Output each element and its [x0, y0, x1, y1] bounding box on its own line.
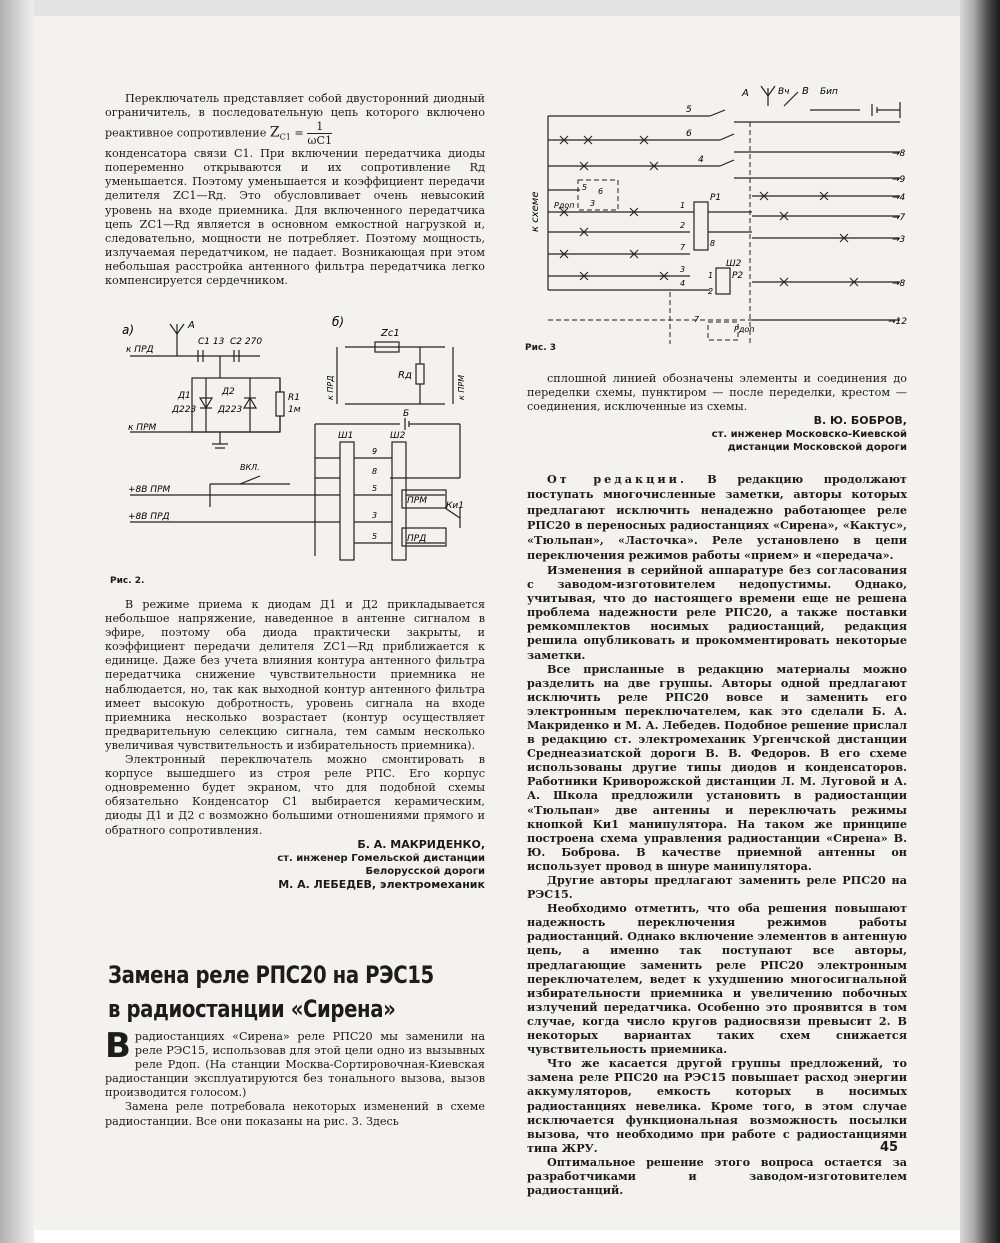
article-headline — [108, 958, 498, 1026]
scan-right-edge — [960, 0, 1000, 1243]
fig2-label-rd: Rд — [398, 370, 412, 381]
fig3-label-outb: →8 — [892, 279, 906, 289]
drop-cap: В — [105, 1026, 131, 1066]
fig3-label-n6: 6 — [686, 129, 692, 139]
fig2-label-8v-prd: +8В ПРД — [128, 512, 170, 522]
fig2-label-ku1: Ки1 — [446, 501, 464, 511]
fig2-label-r1: R1 — [288, 393, 300, 403]
fig3-label-n4b: 4 — [680, 279, 686, 288]
fig3-label-bvp: Вч — [778, 87, 790, 97]
fig3-label-p1: Р1 — [710, 193, 722, 203]
paragraph: Необходимо отметить, что оба решения повышают надежность переключения режимов работы радиостанций. Однако включение элементов в антенную цепь, а именно так поступают все авторы, предлагающие заменить реле РПС20 электронным переключателем, ведет к ухудшению многосигнальной избирательности приемника и увеличению побочных излучений передатчика. Особенно это проявится в том случае, когда число кругов радиосвязи превысит 2. В некоторых вариантах таких схем снижается чувствительность приемника. — [527, 901, 907, 1057]
paragraph: сплошной линией обозначены элементы и соединения до переделки схемы, пунктиром — после переделки, крестом — соединения, исключенные из схемы. — [527, 372, 907, 414]
fig2-label-kprd: к ПРД — [126, 345, 154, 355]
fig3-label-n6b: 6 — [598, 187, 604, 196]
paragraph: Оптимальное решение этого вопроса остается за разработчиками и заводом-изготовителем радиостанций. — [527, 1154, 907, 1198]
paragraph: Изменения в серийной аппаратуре без согласования с заводом-изготовителем недопустимы. Однако, учитывая, что до настоящего времени еще не решена проблема надежности реле РПС20, а также поставки ремкомплектов носимых радиостанций, редакция решила опубликовать и прокомментировать некоторые заметки. — [527, 562, 907, 662]
fig3-label-out7: →7 — [892, 213, 906, 223]
right-column-body — [527, 372, 907, 1197]
fig3-label-out4: →4 — [892, 193, 906, 203]
fig2-label-vkl: ВКЛ. — [240, 463, 260, 472]
paragraph: Все присланные в редакцию материалы можно разделить на две группы. Авторы одной предлагают исключить реле РПС20 вовсе и заменить его электронным переключателем, как это сделали Б. А. Макриденко и М. А. Лебедев. Подобное решение прислал в редакцию ст. электромеханик Ургенчской дистанции Среднеазиатской дороги В. В. Федоров. В его схеме использованы другие типы диодов и конденсаторов. Работники Криворожской дистанции Л. М. Луговой и А. А. Школа предложили установить в радиостанции «Тюльпан» две антенны и переключать режимы кнопкой Ки1 манипулятора. На таком же принципе построена схема управления радиостанции «Сирена» В. Ю. Боброва. В качестве приемной антенны он использует провод в шнуре манипулятора. — [527, 661, 907, 873]
fig3-label-bip: Бип — [820, 87, 838, 97]
fig3-label-n8: 8 — [710, 239, 716, 248]
fig2-label-c1: С1 13 — [198, 337, 225, 347]
fig2-label-d223b: Д223 — [218, 405, 243, 415]
fig2-label-d2: Д2 — [222, 387, 235, 397]
fig3-label-n1b: 1 — [708, 271, 714, 280]
fig2-label-b: б) — [332, 315, 345, 329]
fig2-label-8v-prm: +8В ПРМ — [128, 485, 171, 495]
paragraph: В режиме приема к диодам Д1 и Д2 прикладывается небольшое напряжение, наведенное в антенне сигналом в эфире, поэтому оба диода практически закрыты, и коэффициент передачи делителя ZC1—Rд приближается к единице. Даже без учета влияния контура антенного фильтра передатчика снижение чувствительности приемника не наблюдается, но, так как выходной контур антенного фильтра имеет высокую добротность, уровень сигнала на входе приемника несколько возрастает (контур осуществляет предварительную селекцию сигнала, тем самым несколько увеличивая чувствительность и избирательность приемника). — [105, 598, 485, 752]
paragraph: Электронный переключатель можно смонтировать в корпусе вышедшего из строя реле РПС. Его корпус одновременно будет экраном, что для подобной схемы обязательно Конденсатор С1 выбирается керамическим, диоды Д1 и Д2 с возможно большими отношениями прямого и обратного сопротивления. — [105, 753, 485, 837]
fig2-label-pin8: 8 — [372, 467, 378, 476]
figure-3-caption: Рис. 3 — [525, 343, 557, 353]
figure-2-caption: Рис. 2. — [110, 576, 145, 586]
fig3-label-n2b: 2 — [708, 287, 714, 296]
headline-line-1: Замена реле РПС20 на РЭС15 — [108, 961, 434, 989]
fig3-label-out3: →3 — [892, 235, 906, 245]
scan-left-edge — [0, 0, 34, 1243]
fig3-label-schema: к схеме — [530, 191, 541, 232]
author-position: Белорусской дороги — [365, 865, 485, 877]
paragraph: Переключатель представляет собой двусторонний диодный ограничитель, в последовательную цепь которого включено реактивное сопротивление $Z_{C1}$ = $\frac{1}{\omega C1}$ — [105, 92, 485, 148]
fig3-label-n4: 4 — [698, 155, 704, 165]
fig2-label-xprd: к ПРД — [326, 375, 335, 400]
author-signature: Б. А. МАКРИДЕНКО, — [357, 837, 485, 851]
fig3-label-n3: 3 — [590, 199, 596, 208]
figure-3-schematic — [520, 82, 915, 344]
author-position: дистанции Московской дороги — [727, 442, 907, 454]
fig2-label-zc1: Zc1 — [381, 328, 400, 339]
fig2-label-prm: ПРМ — [407, 496, 427, 506]
fig2-label-pin3: 3 — [372, 511, 378, 520]
fig2-label-d223a: Д223 — [172, 405, 197, 415]
editor-label: От редакции. — [547, 472, 687, 487]
fig2-label-prd: ПРД — [407, 534, 427, 544]
fig2-label-sh2: Ш2 — [390, 431, 406, 441]
fig3-label-u2: Ш2 — [726, 259, 742, 269]
fig3-label-n2: 2 — [680, 221, 686, 230]
left-column-intro — [105, 92, 485, 288]
fig3-label-n3b: 3 — [680, 265, 686, 274]
fig2-label-pin9: 9 — [372, 447, 378, 456]
paragraph: конденсатора связи С1. При включении передатчика диоды попеременно открываются и их сопротивление Rд уменьшается. Поэтому уменьшается и коэффициент передачи делителя ZC1—Rд. Это обусловливает очень невысокий уровень на входе приемника. Для включенного передатчика цепь ZC1—Rд является в основном емкостной нагрузкой и, следовательно, мощности не потребляет. Поэтому мощность, излучаемая передатчиком, не падает. Возникающая при этом небольшая расстройка антенного фильтра передатчика легко компенсируется сердечником. — [105, 147, 485, 288]
fig2-label-xprm: к ПРМ — [457, 374, 466, 400]
fig2-label-a: а) — [122, 323, 135, 337]
author-signature: М. А. ЛЕБЕДЕВ, электромеханик — [278, 877, 485, 891]
fig3-label-out8: →8 — [892, 149, 906, 159]
fig3-label-out9: →9 — [892, 175, 906, 185]
fig3-label-pdop2: Рдоп — [734, 325, 755, 334]
author-position: ст. инженер Гомельской дистанции — [277, 852, 485, 864]
fig2-label-antenna: А — [188, 320, 195, 331]
fig2-label-c2: С2 270 — [230, 337, 263, 347]
paragraph: Что же касается другой группы предложений, то замена реле РПС20 на РЭС15 повышает расход энергии аккумуляторов, емкость которых в носимых радиостанциях невелика. Кроме того, в этом случае исключается функциональная возможность посылки вызова, что необходимо при работе с радиостанциями типа ЖРУ. — [527, 1056, 907, 1155]
fig2-label-sh1: Ш1 — [338, 431, 354, 441]
left-column-article — [105, 1026, 485, 1129]
paragraph: От редакции. В редакцию продолжают поступать многочисленные заметки, авторы которых предлагают исключить ненадежно работающее реле РПС20 в переносных радиостанциях «Сирена», «Кактус», «Тюльпан», «Ласточка». Реле установлено в цепи переключения режимов работы «прием» и «передача». — [527, 472, 907, 562]
paragraph: Врадиостанциях «Сирена» реле РПС20 мы заменили на реле РЭС15, использовав для этой цели одно из вызывных реле Рдоп. (На станции Москва-Сортировочная-Киевская радиостанции эксплуатируются без тонального вызова, вызов производится голосом.) — [105, 1026, 485, 1100]
left-column-body — [105, 598, 485, 892]
fig2-label-pin5b: 5 — [372, 532, 378, 541]
fig3-label-antenna: А — [742, 88, 749, 99]
page-number: 45 — [880, 1140, 899, 1155]
fig2-label-r1-value: 1м — [288, 405, 301, 415]
fig2-label-d1: Д1 — [178, 391, 191, 401]
paragraph: Замена реле потребовала некоторых изменений в схеме радиостанции. Все они показаны на рис. 3. Здесь — [105, 1100, 485, 1128]
fig2-label-pin5: 5 — [372, 484, 378, 493]
author-position: ст. инженер Московско-Киевской — [711, 429, 907, 441]
figure-2-schematic — [100, 312, 485, 574]
author-signature: В. Ю. БОБРОВ, — [813, 414, 907, 428]
fig3-label-n5b: 5 — [582, 183, 588, 192]
fig3-label-pdop: Рдоп — [554, 201, 575, 210]
paragraph: Другие авторы предлагают заменить реле РПС20 на РЭС15. — [527, 873, 907, 902]
fig3-label-n7: 7 — [680, 243, 686, 252]
fig3-label-out12: →12 — [888, 317, 907, 327]
formula: $Z_{C1}$ = $\frac{1}{\omega C1}$ — [269, 120, 333, 148]
headline-line-2: в радиостанции «Сирена» — [108, 995, 396, 1023]
fig3-label-v: В — [802, 86, 809, 97]
fig3-label-n7b: 7 — [694, 315, 700, 324]
fig2-label-battery: Б — [403, 409, 410, 419]
fig3-label-n1: 1 — [680, 201, 686, 210]
fig3-label-p2: Р2 — [732, 271, 744, 281]
fig3-label-n5: 5 — [686, 105, 692, 115]
fig2-label-kprm: к ПРМ — [128, 423, 157, 433]
